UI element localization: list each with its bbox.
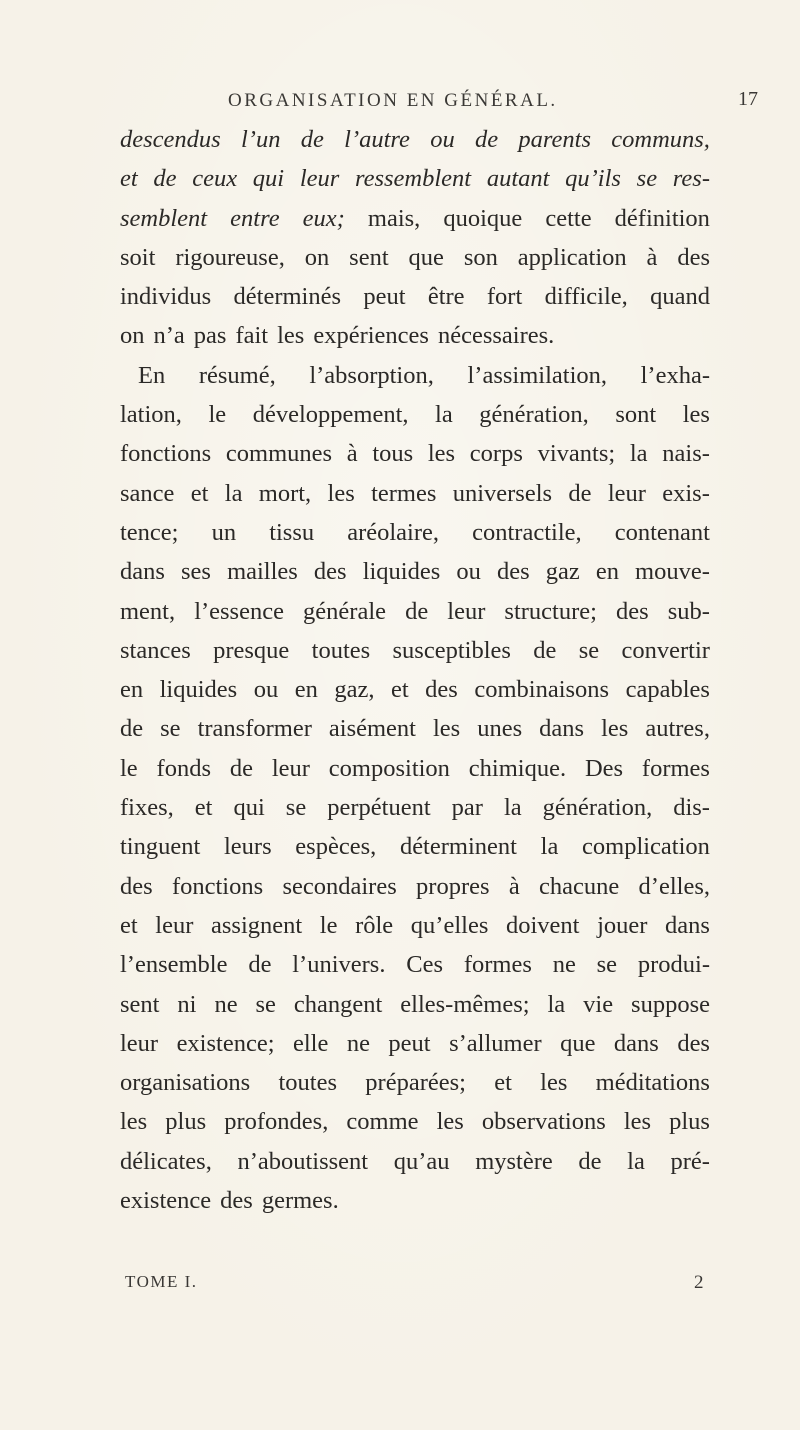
text-line [120, 1063, 710, 1102]
word: transformer [197, 715, 312, 743]
word: stances [120, 636, 191, 664]
word: les [623, 1108, 652, 1136]
word: l’autre [344, 126, 410, 153]
word: les [277, 322, 305, 350]
word: formes [641, 754, 710, 782]
word: se [255, 990, 276, 1018]
word: composition [328, 754, 450, 782]
word: jouer [597, 911, 648, 939]
text-line [120, 434, 710, 473]
word: chimique. [468, 754, 567, 782]
text-line [120, 552, 710, 591]
word: res- [672, 165, 710, 193]
word: des [677, 243, 710, 271]
word: en [120, 676, 144, 704]
text-line [120, 592, 710, 631]
word: se [596, 951, 618, 979]
word: soit [120, 243, 156, 271]
word: contenant [614, 518, 710, 546]
word: convertir [621, 636, 710, 664]
word: autant [486, 165, 550, 193]
word: expériences [313, 322, 429, 350]
word: fort [486, 283, 523, 311]
word: exis- [662, 479, 710, 507]
word: parents [518, 126, 591, 153]
word: plus [669, 1108, 710, 1136]
word: formes [463, 951, 532, 979]
word: Des [584, 754, 624, 782]
word: pré- [670, 1147, 710, 1175]
word: leurs [223, 833, 272, 861]
text-line [120, 199, 710, 238]
word: sent [349, 243, 389, 271]
word: définition [614, 204, 710, 232]
signature-number: 2 [694, 1272, 704, 1293]
word: ou [430, 126, 455, 153]
word: délicates, [120, 1147, 212, 1175]
word: mais, [367, 204, 421, 232]
word: ses [181, 558, 211, 586]
word: communs, [611, 126, 710, 153]
word: de [229, 754, 253, 782]
word: individus [120, 283, 212, 311]
word: termes [371, 479, 437, 507]
word: secondaires [282, 872, 397, 900]
text-line [120, 945, 710, 984]
word: à [646, 243, 658, 271]
word: vie [583, 990, 614, 1018]
word: des [313, 558, 347, 586]
word: sont [615, 401, 657, 429]
text-line [120, 1024, 710, 1063]
word: des [425, 676, 458, 704]
word: leur [299, 165, 340, 193]
word: des [496, 558, 530, 586]
word: ment, [120, 597, 176, 625]
word: changent [293, 990, 383, 1018]
word: déterminent [399, 833, 517, 861]
word: l’ensemble [120, 951, 228, 979]
word: et [120, 911, 138, 939]
word: de [533, 636, 557, 664]
word: la [629, 440, 648, 468]
word: perpétuent [327, 794, 431, 822]
word: qui [233, 794, 265, 822]
word: de [300, 126, 324, 153]
word: existence [120, 1187, 212, 1215]
word: résumé, [198, 361, 276, 389]
word: pas [193, 322, 227, 350]
text-line [120, 356, 710, 395]
word: descendus [120, 126, 221, 153]
word: plus [165, 1108, 207, 1136]
word: se [636, 165, 658, 193]
word: l’assimilation, [467, 361, 607, 389]
word: existence; [176, 1029, 275, 1057]
word: que [560, 1029, 596, 1057]
page-number: 17 [738, 88, 758, 110]
word: cette [545, 204, 592, 232]
word: liquides [362, 558, 441, 586]
word: eux; [302, 204, 345, 232]
word: on [304, 243, 330, 271]
word: des [220, 1187, 253, 1215]
word: tissu [269, 518, 315, 546]
word: mystère [475, 1147, 553, 1175]
word: universels [452, 479, 553, 507]
word: en [294, 676, 318, 704]
word: dans [539, 715, 585, 743]
text-line [120, 316, 710, 355]
word: propres [416, 872, 490, 900]
word: gaz, [334, 676, 375, 704]
text-line [120, 1181, 710, 1220]
word: de [568, 479, 592, 507]
word: à [346, 440, 358, 468]
word: entre [230, 204, 280, 232]
word: déterminés [233, 283, 342, 311]
word: se [285, 794, 307, 822]
word: de [474, 126, 499, 153]
text-line [120, 985, 710, 1024]
word: les [436, 1108, 464, 1136]
text-line [120, 788, 710, 827]
word: ne [552, 951, 576, 979]
word: que [408, 243, 444, 271]
word: nais- [662, 440, 710, 468]
word: la [224, 479, 243, 507]
word: en [595, 558, 619, 586]
word: l’exha- [640, 361, 710, 389]
word: ne [214, 990, 238, 1018]
word: mort, [258, 479, 312, 507]
word: les [682, 401, 710, 429]
word: structure; [504, 597, 597, 625]
word: quand [650, 283, 710, 311]
word: leur [155, 911, 194, 939]
word: application [517, 243, 627, 271]
word: quoique [443, 204, 523, 232]
word: un [211, 518, 237, 546]
word: la [435, 401, 453, 429]
word: les [540, 1069, 568, 1097]
word: capables [625, 676, 710, 704]
word: on [120, 322, 145, 350]
word: fonctions [120, 440, 212, 468]
word: tence; [120, 518, 179, 546]
word: ceux [192, 165, 238, 193]
word: et [194, 794, 213, 822]
word: ni [177, 990, 197, 1018]
word: s’allumer [449, 1029, 542, 1057]
volume-signature: TOME I. [125, 1272, 198, 1291]
word: d’elles, [638, 872, 710, 900]
text-line [120, 1142, 710, 1181]
word: combinaisons [474, 676, 610, 704]
word: mouve- [635, 558, 710, 586]
word: leur [120, 1029, 159, 1057]
word: qu’ils [565, 165, 621, 193]
word: fait [235, 322, 269, 350]
word: développement, [252, 401, 409, 429]
word: le [120, 754, 138, 782]
word: à [508, 872, 520, 900]
word: germes. [261, 1187, 339, 1215]
word: les [601, 715, 629, 743]
word: leur [447, 597, 486, 625]
word: des [677, 1029, 710, 1057]
word: elles-mêmes; [400, 990, 530, 1018]
text-line [120, 867, 710, 906]
word: la [627, 1147, 645, 1175]
word: nécessaires. [437, 322, 555, 350]
word: se [160, 715, 181, 743]
word: être [427, 283, 465, 311]
word: mailles [227, 558, 298, 586]
word: les [432, 715, 461, 743]
word: leur [607, 479, 646, 507]
word: le [208, 401, 227, 429]
word: corps [469, 440, 523, 468]
word: ressemblent [354, 165, 472, 193]
text-line [120, 1102, 710, 1141]
word: dis- [673, 794, 710, 822]
word: qui [252, 165, 285, 193]
word: les [427, 440, 456, 468]
word: autres, [645, 715, 710, 743]
word: leur [271, 754, 310, 782]
word: Ces [406, 951, 444, 979]
word: tinguent [120, 833, 201, 861]
word: de [153, 165, 177, 193]
running-title: ORGANISATION EN GÉNÉRAL. [228, 90, 558, 111]
word: générale [303, 597, 387, 625]
word: fonds [156, 754, 211, 782]
word: peut [363, 283, 406, 311]
word: organisations [120, 1069, 251, 1097]
word: contractile, [472, 518, 582, 546]
word: semblent [120, 204, 208, 232]
word: l’un [240, 126, 281, 153]
word: toutes [278, 1069, 338, 1097]
word: génération, [542, 794, 653, 822]
word: génération, [479, 401, 589, 429]
word: suppose [631, 990, 710, 1018]
text-line [120, 120, 710, 159]
text-line [120, 238, 710, 277]
word: gaz [545, 558, 580, 586]
word: se [578, 636, 600, 664]
word: peut [388, 1029, 431, 1057]
word: de [248, 951, 272, 979]
word: liquides [159, 676, 238, 704]
text-line [120, 395, 710, 434]
word: ne [346, 1029, 370, 1057]
text-line [120, 631, 710, 670]
word: elle [292, 1029, 329, 1057]
word: ou [253, 676, 279, 704]
word: fonctions [171, 872, 264, 900]
word: et [390, 676, 409, 704]
word: lation, [120, 401, 182, 429]
word: toutes [311, 636, 371, 664]
word: sent [120, 990, 160, 1018]
word: l’essence [194, 597, 284, 625]
word: chacune [539, 872, 620, 900]
word: qu’au [393, 1147, 450, 1175]
word: observations [481, 1108, 606, 1136]
word: aisément [328, 715, 416, 743]
word: de [578, 1147, 602, 1175]
word: la [547, 990, 566, 1018]
word: et [190, 479, 209, 507]
word: rigoureuse, [175, 243, 285, 271]
text-line [120, 709, 710, 748]
text-line [120, 513, 710, 552]
word: vivants; [537, 440, 616, 468]
word: susceptibles [392, 636, 511, 664]
word: produi- [637, 951, 710, 979]
word: et [494, 1069, 512, 1097]
word: tous [372, 440, 414, 468]
word: rôle [355, 911, 394, 939]
word: fixes, [120, 794, 174, 822]
word: dans [120, 558, 165, 586]
word: le [319, 911, 338, 939]
word: sance [120, 479, 175, 507]
word: l’univers. [292, 951, 386, 979]
word: les [120, 1108, 148, 1136]
word: dans [665, 911, 710, 939]
word: complication [582, 833, 710, 861]
word: de [405, 597, 429, 625]
word: presque [213, 636, 290, 664]
word: la [503, 794, 522, 822]
word: qu’elles [410, 911, 489, 939]
word: méditations [595, 1069, 710, 1097]
word: ou [456, 558, 481, 586]
word: n’aboutissent [237, 1147, 369, 1175]
text-line [120, 474, 710, 513]
text-line [120, 827, 710, 866]
text-line [120, 159, 710, 198]
word: de [120, 715, 144, 743]
word: assignent [211, 911, 303, 939]
text-line [120, 670, 710, 709]
word: les [327, 479, 355, 507]
word: doivent [505, 911, 580, 939]
word: par [451, 794, 483, 822]
word: unes [477, 715, 523, 743]
word: profondes, [224, 1108, 329, 1136]
text-line [120, 906, 710, 945]
text-line [120, 749, 710, 788]
word: des [120, 872, 153, 900]
word: et [120, 165, 138, 193]
word: dans [613, 1029, 659, 1057]
text-line [120, 277, 710, 316]
word: préparées; [365, 1069, 466, 1097]
word: communes [225, 440, 333, 468]
body-text [120, 120, 710, 1220]
word: son [463, 243, 498, 271]
word: aréolaire, [347, 518, 440, 546]
word: l’absorption, [309, 361, 434, 389]
word: n’a [153, 322, 185, 350]
word: comme [346, 1108, 419, 1136]
word: En [138, 361, 166, 389]
word: des [616, 597, 649, 625]
word: difficile, [544, 283, 628, 311]
word: sub- [667, 597, 710, 625]
word: la [540, 833, 559, 861]
word: espèces, [295, 833, 377, 861]
